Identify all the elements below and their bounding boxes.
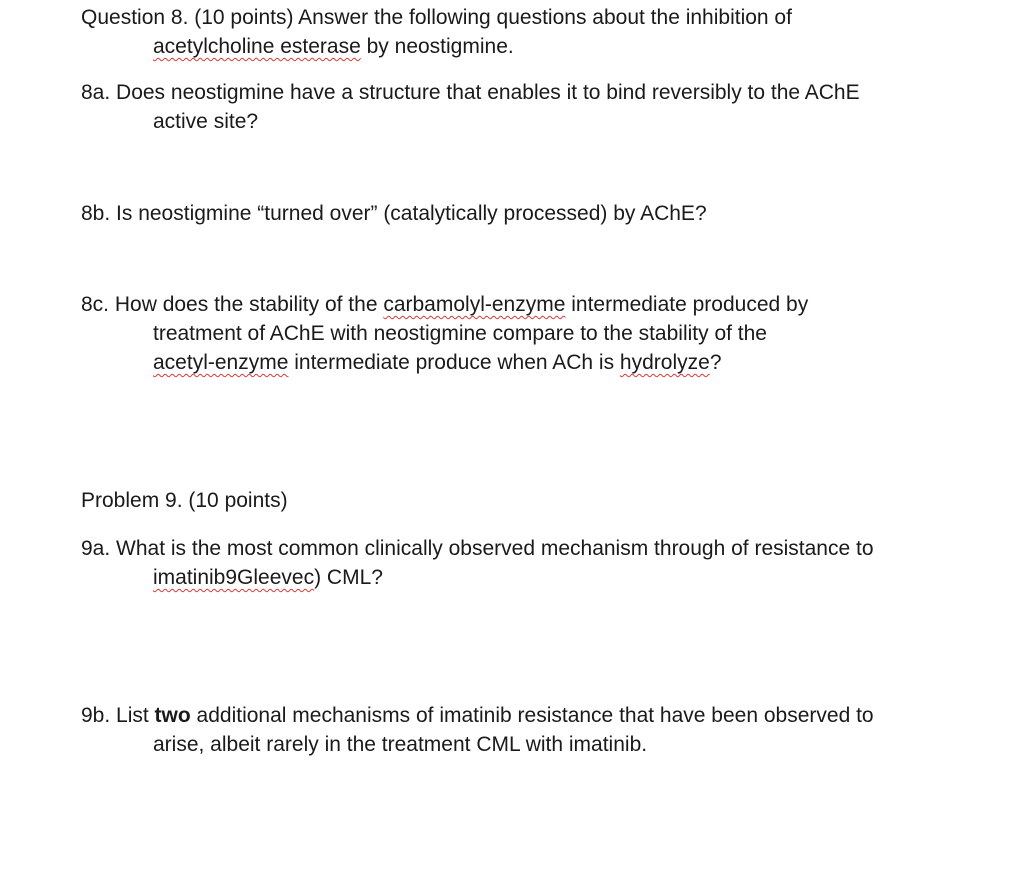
question-8a-text-cont: active site? — [153, 110, 259, 133]
question-8c-text: 8c. How does the stability of the carbamolyl-enzyme intermediate produced by — [81, 293, 809, 316]
problem-9-title: Problem 9. (10 points) — [81, 489, 288, 512]
question-8-title: Question 8. (10 points) Answer the following questions about the inhibition of — [81, 6, 792, 29]
question-9a-text-cont: imatinib9Gleevec) CML? — [153, 566, 383, 589]
question-9a-text: 9a. What is the most common clinically observed mechanism through of resistance to — [81, 537, 874, 560]
spellcheck-word: imatinib9Gleevec — [153, 566, 315, 589]
spellcheck-word: acetylcholine esterase — [153, 35, 361, 58]
question-8b-text: 8b. Is neostigmine “turned over” (catalytically processed) by AChE? — [81, 202, 707, 225]
question-9b — [81, 701, 1011, 759]
question-8-title-cont: acetylcholine esterase by neostigmine. — [153, 35, 514, 58]
question-9b-text-cont: arise, albeit rarely in the treatment CML with imatinib. — [153, 733, 648, 756]
problem-9-heading — [81, 486, 1011, 515]
question-8c — [81, 290, 1011, 377]
question-8a — [81, 78, 1011, 136]
question-8c-text-cont: treatment of AChE with neostigmine compare to the stability of the — [153, 322, 767, 345]
question-9a — [81, 534, 1011, 592]
question-8b — [81, 199, 1011, 228]
question-8-heading — [81, 3, 1011, 61]
spellcheck-word: acetyl-enzyme — [153, 351, 289, 374]
question-8c-text-cont2: acetyl-enzyme intermediate produce when ACh is hydrolyze? — [153, 351, 722, 374]
spellcheck-word: hydrolyze — [619, 351, 710, 374]
spellcheck-word: carbamolyl-enzyme — [383, 293, 566, 316]
question-8a-text: 8a. Does neostigmine have a structure that enables it to bind reversibly to the AChE — [81, 81, 860, 104]
question-9b-text: 9b. List two additional mechanisms of imatinib resistance that have been observed to — [81, 704, 874, 727]
emphasis-two: two — [154, 704, 191, 727]
